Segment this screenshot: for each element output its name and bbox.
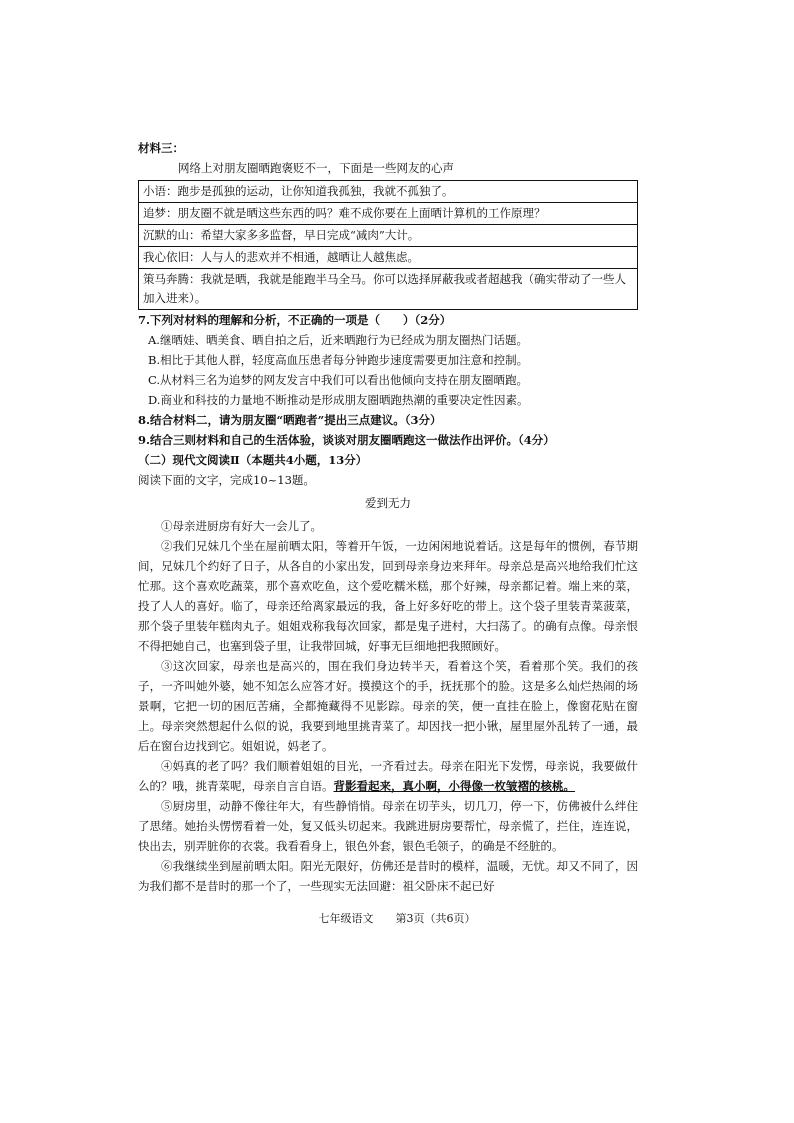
material3-intro: 网络上对朋友圈晒跑褒贬不一，下面是一些网友的心声 — [178, 161, 454, 175]
table-row — [139, 247, 638, 269]
paragraph-6: ⑥我继续坐到屋前晒太阳。阳光无限好，仿佛还是昔时的模样，温暖，无忧。却又不同了，因为我们都不是昔时的那一个了，一些现实无法回避：祖父卧床不起已好 — [138, 859, 638, 893]
question-8: 8.结合材料二，请为朋友圈“晒跑者”提出三点建议。（3分） — [138, 413, 442, 427]
question-9: 9.结合三则材料和自己的生活体验，谈谈对朋友圈晒跑这一做法作出评价。（4分） — [138, 433, 555, 447]
voice-cell: 追梦：朋友圈不就是晒这些东西的吗？难不成你要在上面晒计算机的工作原理？ — [139, 203, 638, 225]
table-row — [139, 269, 638, 310]
option-d: D.商业和科技的力量地不断推动是形成朋友圈晒跑热潮的重要决定性因素。 — [148, 393, 529, 407]
material3-label: 材料三： — [138, 141, 184, 155]
voice-cell: 策马奔腾：我就是晒，我就是能跑半马全马。你可以选择屏蔽我或者超越我（确实带动了一些人加入进来）。 — [139, 269, 638, 310]
question-7: 7.下列对材料的理解和分析，不正确的一项是（ ）（2分） — [138, 313, 452, 327]
paragraph-4 — [138, 756, 638, 796]
voice-cell: 小语：跑步是孤独的运动，让你知道我孤独，我就不孤独了。 — [139, 181, 638, 203]
paragraph-3: ③这次回家，母亲也是高兴的，围在我们身边转半天，看着这个笑，看着那个笑。我们的孩子，一齐叫她外婆，她不知怎么应答才好。摸摸这个的手，抚抚那个的脸。这是多么灿烂热闹的场景啊，它把一切的困厄苦痛，全都掩藏得不见影踪。母亲的笑，便一直挂在脸上，像窗花贴在窗上。母亲突然想起什么似的说，我要到地里挑青菜了。却因找一把小锹，屋里屋外乱转了一通，最后在窗台边找到它。姐姐说，妈老了。 — [138, 659, 638, 753]
page-content — [138, 138, 638, 896]
table-row — [139, 225, 638, 247]
section-heading: （二）现代文阅读Ⅱ（本题共4小题，13分） — [138, 453, 368, 467]
paragraph-5: ⑤厨房里，动静不像往年大，有些静悄悄。母亲在切芋头，切几刀，停一下，仿佛被什么绊住了思绪。她抬头愣愣看着一处，复又低头切起来。我跳进厨房要帮忙，母亲慌了，拦住，连连说，快出去，别弄脏你的衣裳。我看看身上，银色外套，银色毛领子，的确是不经脏的。 — [138, 799, 638, 853]
page-footer: 七年级语文 第3页（共6页） — [318, 912, 476, 925]
table-row — [139, 203, 638, 225]
voice-cell: 沉默的山：希望大家多多监督，早日完成“减肉”大计。 — [139, 225, 638, 247]
underlined-sentence: 背影看起来，真小啊，小得像一枚皱褶的核桃。 — [333, 779, 575, 793]
voice-cell: 我心依旧：人与人的悲欢并不相通，越晒让人越焦虑。 — [139, 247, 638, 269]
section-instruction: 阅读下面的文字，完成10~13题。 — [138, 473, 315, 487]
passage-title: 爱到无力 — [365, 496, 411, 510]
table-row — [139, 181, 638, 203]
paragraph-2: ②我们兄妹几个坐在屋前晒太阳，等着开午饭，一边闲闲地说着话。这是每年的惯例，春节期间，兄妹几个约好了日子，从各自的小家出发，回到母亲身边来拜年。母亲总是高兴地给我们忙这忙那。这个喜欢吃蔬菜，那个喜欢吃鱼，这个爱吃糯米糕，那个好辣，母亲都记着。端上来的菜，投了人人的喜好。临了，母亲还给离家最远的我，备上好多好吃的带上。这个袋子里装青菜菠菜，那个袋子里装年糕肉丸子。姐姐戏称我每次回家，都是鬼子进村，大扫荡了。的确有点像。母亲恨不得把她自己，也塞到袋子里，让我带回城，好事无巨细地把我照顾好。 — [138, 539, 638, 653]
netizen-voices-table — [138, 180, 638, 310]
paragraph-4-text: ④妈真的老了吗？我们顺着姐姐的目光，一齐看过去。母亲在阳光下发愣，母亲说，我要做什么的？哦，挑青菜呢，母亲自言自语。 — [138, 759, 638, 793]
option-b: B.相比于其他人群，轻度高血压患者每分钟跑步速度需要更加注意和控制。 — [148, 353, 529, 367]
option-a: A.继晒娃、晒美食、晒自拍之后，近来晒跑行为已经成为朋友圈热门话题。 — [148, 333, 528, 347]
option-c: C.从材料三名为追梦的网友发言中我们可以看出他倾向支持在朋友圈晒跑。 — [148, 373, 529, 387]
paragraph-1: ①母亲进厨房有好大一会儿了。 — [161, 519, 322, 533]
